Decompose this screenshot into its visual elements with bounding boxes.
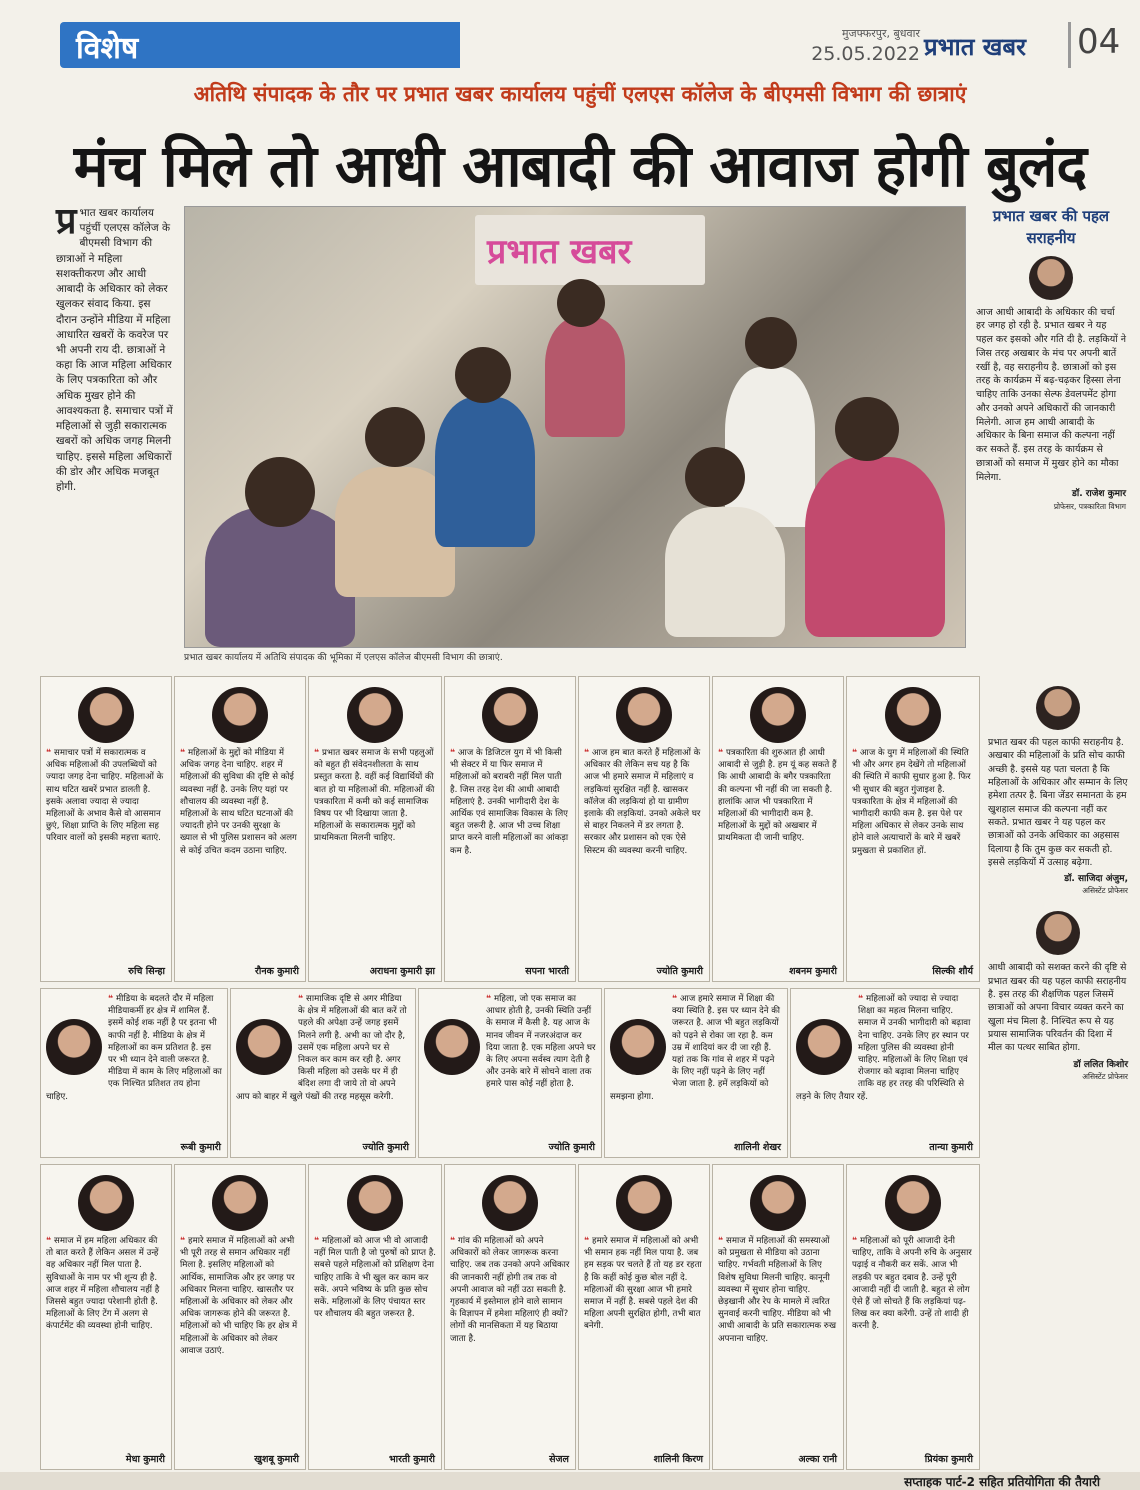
sidebar-signature [976,488,1126,512]
avatar [347,1175,403,1231]
quote-icon: ❝ [852,748,861,758]
sidebar-title: प्रभात खबर की पहल सराहनीय [992,207,1110,247]
opinion-text: गांव की महिलाओं को अपने अधिकारों को लेकर जागरूक करना चाहिए. जब तक उनको अपने अधिकार की जानकारी नहीं होगी तब तक वो अपनी आवाज को नहीं उठा सकती है. गृहकार्य में इस्तेमाल होने वाले सामान के विज्ञापन में हमेशा महिलाएं ही क्यों? लोगों की मानसिकता में यह बिठाया जाता है. [450,1236,570,1344]
avatar [482,1175,538,1231]
opinion-card [444,676,576,982]
signature-name: डॉ. राजेश कुमार [1072,489,1126,500]
opinion-text: आज हमारे समाज में शिक्षा की क्या स्थिति है. इस पर ध्यान देने की जरूरत है. आज भी बहुत लड़कियों को पढ़ने से रोका जा रहा है. कम उम्र में शादियां कर दी जा रही हैं. यहां तक कि गांव से शहर में पढ़ने के लिए नहीं पढ़ने के लिए नहीं भेजा जाता है. हमें लड़कियों को समझना होगा. [610,994,781,1102]
opinion-text: पत्रकारिता की शुरुआत ही आधी आबादी से जुड़ी है. हम यूं कह सकते हैं कि आधी आबादी के बगैर पत्रकारिता की कल्पना भी नहीं की जा सकती है. हालांकि आज भी पत्रकारिता में महिलाओं की भागीदारी कम है. महिलाओं के मुद्दों को अखबार में प्राथमिकता दी जानी चाहिए. [718,748,837,844]
author-name: मेधा कुमारी [125,1453,165,1465]
headline: मंच मिले तो आधी आबादी की आवाज होगी बुलंद [73,132,1087,200]
comment-body: प्रभात खबर की पहल काफी सराहनीय है. अखबार की महिलाओं के प्रति सोच काफी अच्छी है. इससे यह पता चलता है कि महिलाओं के अधिकार और सम्मान के लिए हमेशा तत्पर है. बिना जेंडर समानता के हम खुशहाल समाज की कल्पना नहीं कर सकते. प्रभात खबर ने यह पहल कर छात्राओं को उनके अधिकार का अहसास दिलाया है कि तुम कुछ कर सकती हो. इससे लड़कियों में उत्साह बढ़ेगा. [988,737,1128,869]
photo-figure [745,317,797,369]
quote-icon: ❝ [718,1236,727,1246]
quote-icon: ❝ [298,994,307,1004]
opinion-text: सामाजिक दृष्टि से अगर मीडिया के क्षेत्र में महिलाओं की बात करें तो पहले की अपेक्षा उन्हें जगह इसमें मिलने लगी है. अभी का जो दौर है, उसमें एक महिला अपने घर से निकल कर काम कर रही है. अगर किसी महिला को उसके घर में ही बंदिश लगा दी जाये तो वो अपने आप को बाहर में खुले पंखों की तरह महसूस करेगी. [236,994,407,1102]
author-name: रौनक कुमारी [254,965,299,977]
avatar [616,1175,672,1231]
avatar [750,687,806,743]
quote-icon: ❝ [180,748,189,758]
avatar [616,687,672,743]
author-name: भारती कुमारी [389,1453,435,1465]
intro-body: भात खबर कार्यालय पहुंचीं एलएस कॉलेज के बीएमसी विभाग की छात्राओं ने महिला सशक्तीकरण और आधी आबादी के अधिकार को लेकर खुलकर संवाद किया. इस दौरान उन्होंने मीडिया में महिला आधारित खबरों के कवरेज पर भी अपनी राय दी. छात्राओं ने कहा कि आज महिला अधिकार के लिए पत्रकारिता को और अधिक मुखर होने की आवश्यकता है. समाचार पत्रों में महिलाओं से जुड़ी सकारात्मक खबरों को अधिक जगह मिलनी चाहिए. इससे महिला अधिकारों की डोर और अधिक मजबूत होगी. [56,207,173,493]
author-name: ज्योति कुमारी [548,1141,595,1153]
quote-icon: ❝ [450,748,459,758]
opinion-card [790,988,980,1158]
photo-figure [365,407,425,467]
photo-figure [835,397,899,461]
author-name: अराधना कुमारी झा [369,965,435,977]
avatar [347,687,403,743]
quote-icon: ❝ [46,748,55,758]
photo-figure [435,397,535,547]
author-name: रुचि सिन्हा [128,965,165,977]
avatar [424,1019,480,1075]
author-name: प्रियंका कुमारी [924,1453,973,1465]
avatar [750,1175,806,1231]
photo-caption: प्रभात खबर कार्यालय में अतिथि संपादक की भूमिका में एलएस कॉलेज बीएमसी विभाग की छात्राएं. [184,653,503,663]
photo-figure [557,279,605,327]
sidebar-comment [976,206,1126,666]
bottom-strip-text: सप्ताहक पार्ट-2 सहित प्रतियोगिता की तैयारी [904,1475,1100,1489]
photo-figure [245,457,315,527]
quote-icon: ❝ [858,994,867,1004]
opinion-card [444,1164,576,1470]
opinion-text: समाज में हम महिला अधिकार की तो बात करते हैं लेकिन असल में उन्हें वह अधिकार नहीं मिल पाता है. सुविधाओं के नाम पर भी शून्य ही है. आज शहर में महिला शौचालय नहीं है जिससे बहुत ज्यादा परेशानी होती है. महिलाओं के लिए टेंग में अलग से कंपार्टमेंट की व्यवस्था होनी चाहिए. [46,1236,160,1332]
opinion-card [578,676,710,982]
quote-icon: ❝ [314,1236,323,1246]
photo-wall-text: प्रभात खबर [487,232,632,272]
opinion-card [578,1164,710,1470]
author-name: सिल्की शौर्य [932,965,973,977]
comment-signature [988,1059,1128,1083]
avatar [78,687,134,743]
author-name: शालिनी शेखर [734,1141,781,1153]
signature-name: डॉ ललित किशोर [1073,1059,1128,1070]
photo-figure [545,317,625,437]
avatar [1036,686,1080,730]
page-number: 04 [1068,22,1134,68]
sidebar-body: आज आधी आबादी के अधिकार की चर्चा हर जगह हो रही है. प्रभात खबर ने यह पहल कर इसको और गति दी है. लड़कियों ने जिस तरह अखबार के मंच पर अपनी बातें रखीं है, वह सराहनीय है. छात्राओं को इस तरह के कार्यक्रम में बढ़-चढ़कर हिस्सा लेना चाहिए ताकि उनका सेल्फ डेवलपमेंट होगा और उनको अपने अधिकारों की जानकारी मिलेगी. आज हम आधी आबादी के अधिकार के बिना समाज की कल्पना नहीं कर सकते हैं. इस तरह के कार्यक्रम से छात्राओं को समाज में मुखर होने का मौका मिलेगा. [976,306,1126,483]
quote-icon: ❝ [486,994,495,1004]
opinion-text: महिलाओं को आज भी वो आजादी नहीं मिल पाती है जो पुरुषों को प्राप्त है. सबसे पहले महिलाओं को प्रशिक्षण देना चाहिए ताकि वे भी खुल कर काम कर सकें. अपने भविष्य के प्रति कुछ सोच सकें. महिलाओं के लिए पंचायत स्तर पर शौचालय की बहुत जरूरत है. [314,1236,436,1320]
quote-icon: ❝ [718,748,727,758]
right-comments [988,680,1128,1083]
opinion-text: महिलाओं को पूरी आजादी देनी चाहिए, ताकि वे अपनी रुचि के अनुसार पढ़ाई व नौकरी कर सकें. आज भी लड़की पर बहुत दबाव है. उन्हें पूरी आजादी नहीं दी जाती है. बहुत से लोग ऐसे हैं जो सोचते हैं कि लड़कियां पढ़-लिख कर क्या करेंगी. उन्हें तो शादी ही करनी है. [852,1236,972,1332]
opinion-card [712,676,844,982]
avatar [885,1175,941,1231]
author-name: ज्योति कुमारी [656,965,703,977]
section-banner [60,22,460,68]
photo-figure [685,447,745,507]
avatar [212,1175,268,1231]
avatar [1036,911,1080,955]
author-name: शालिनी किरण [653,1453,703,1465]
photo-wall-banner [475,215,705,285]
city-day: मुजफ्फरपुर, बुधवार [841,27,920,40]
photo-figure [725,367,815,527]
author-name: शबनम कुमारी [789,965,837,977]
author-name: अल्का रानी [798,1453,837,1465]
opinion-text: महिलाओं को ज्यादा से ज्यादा शिक्षा का महत्व मिलना चाहिए. समाज में उनकी भागीदारी को बढ़ावा देना चाहिए. उनके लिए हर स्थान पर महिला पुलिस की व्यवस्था होनी चाहिए. महिलाओं के लिए शिक्षा एवं रोजगार को बढ़ावा मिलना चाहिए ताकि वह हर तरह की परिस्थिति से लड़ने के लिए तैयार रहें. [796,994,971,1102]
bottom-strip [0,1472,1140,1490]
opinion-text: आज के डिजिटल युग में भी किसी भी सेक्टर में या फिर समाज में महिलाओं को बराबरी नहीं मिल पाती है. जिस तरह देश की आधी आबादी महिलाएं है. उनकी भागीदारी देश के आर्थिक एवं सामाजिक विकास के लिए बहुत जरूरी है. आज भी उच्च शिक्षा प्राप्त करने वाली महिलाओं का आंकड़ा कम है. [450,748,569,856]
opinion-card [846,1164,980,1470]
avatar [46,1019,102,1075]
opinion-card [174,1164,306,1470]
quote-icon: ❝ [584,748,593,758]
photo-figure [205,507,355,647]
opinion-card [308,1164,442,1470]
signature-role: असिस्टेंट प्रोफेसर [1082,1071,1128,1081]
opinion-card [40,988,228,1158]
quote-icon: ❝ [672,994,681,1004]
opinion-text: आज के युग में महिलाओं की स्थिति भी और अगर हम देखेंगे तो महिलाओं की स्थिति में काफी सुधार हुआ है. फिर भी सुधार की बहुत गुंजाइश है. पत्रकारिता के क्षेत्र में महिलाओं की भागीदारी काफी कम है. इस पेशे पर महिला अधिकार से लेकर उनके साथ होने वाले अत्याचारों के बारे में खबरें प्रमुखता से प्रकाशित हों. [852,748,971,856]
signature-role: प्रोफेसर, पत्रकारिता विभाग [1053,501,1126,511]
opinion-card [40,1164,172,1470]
author-name: ज्योति कुमारी [362,1141,409,1153]
opinion-text: समाज में महिलाओं की समस्याओं को प्रमुखता से मीडिया को उठाना चाहिए. गर्भवती महिलाओं के लिए विशेष सुविधा मिलनी चाहिए. कानूनी व्यवस्था में सुधार होना चाहिए. छेड़खानी और रेप के मामले में त्वरित सुनवाई करनी चाहिए. मीडिया को भी आधी आबादी के प्रति सकारात्मक रुख अपनाना चाहिए. [718,1236,836,1344]
signature-name: डॉ. साजिदा अंजुम, [1064,874,1128,885]
comment-signature [988,873,1128,897]
section-label: विशेष [76,31,139,66]
comment-body: आधी आबादी को सशक्त करने की दृष्टि से प्रभात खबर की यह पहल काफी सराहनीय है. इस तरह की शैक्षणिक पहल जिसमें छात्राओं को अपना विचार व्यक्त करने का खुला मंच मिला है. निश्चित रूप से यह प्रयास सामाजिक परिवर्तन की दिशा में मील का पत्थर साबित होगा. [988,962,1127,1054]
quote-icon: ❝ [46,1236,55,1246]
opinion-card [174,676,306,982]
opinion-card [308,676,442,982]
quote-icon: ❝ [852,1236,861,1246]
opinion-text: समाचार पत्रों में सकारात्मक व अधिक महिलाओं की उपलब्धियों को ज्यादा जगह देना चाहिए. महिलाओं के साथ घटित खबरें प्रभात डालती है. इसके अलावा ज्यादा से ज्यादा महिलाओं के अभाव कैसे वो आसमान छुएं, शिक्षा प्राप्ति के लिए महिला सह परिवार वालों को इसकी महत्ता बताएं. [46,748,164,844]
photo-figure [805,457,945,637]
opinion-card [712,1164,844,1470]
author-name: तान्या कुमारी [929,1141,973,1153]
avatar [78,1175,134,1231]
avatar [1029,256,1073,300]
opinion-text: हमारे समाज में महिलाओं को अभी भी समान हक नहीं मिल पाया है. जब हम सड़क पर चलते हैं तो यह डर रहता है कि कहीं कोई कुछ बोल नहीं दे. महिलाओं की सुरक्षा आज भी हमारे समाज में नहीं है. सबसे पहले देश की महिला अपनी सुरक्षित होगी, तभी बात बनेगी. [584,1236,702,1332]
opinion-text: मीडिया के बदलते दौर में महिला मीडियाकर्मी हर क्षेत्र में शामिल हैं. इसमें कोई शक नहीं है पर इतना भी काफी नहीं है. मीडिया के क्षेत्र में महिलाओं का कम प्रतिशत है. इस पर भी ध्यान देने वाली जरूरत है. मीडिया में काम के लिए महिलाओं का एक निश्चित प्रतिशत तय होना चाहिए. [46,994,222,1102]
opinion-card [230,988,416,1158]
opinion-text: महिलाओं के मुद्दों को मीडिया में अधिक जगह देना चाहिए. शहर में महिलाओं की सुविधा की दृष्टि से कोई व्यवस्था नहीं है. उनके लिए यहां पर शौचालय की व्यवस्था नहीं है. महिलाओं के साथ घटित घटनाओं की ज्यादती होने पर उनकी सुरक्षा के ख्याल से भी पुलिस प्रशासन को अलग से कोई उचित कदम उठाना चाहिए. [180,748,297,856]
quote-icon: ❝ [450,1236,459,1246]
author-name: रूबी कुमारी [180,1141,221,1153]
author-name: सपना भारती [525,965,569,977]
opinion-card [846,676,980,982]
opinion-card [40,676,172,982]
photo-figure [455,347,511,403]
issue-date: 25.05.2022 [811,43,920,65]
opinion-card [604,988,788,1158]
avatar [236,1019,292,1075]
intro-text [56,201,174,666]
kicker: अतिथि संपादक के तौर पर प्रभात खबर कार्यालय पहुंचीं एलएस कॉलेज के बीएमसी विभाग की छात्राएं [193,82,967,106]
avatar [212,687,268,743]
opinion-text: प्रभात खबर समाज के सभी पहलुओं को बहुत ही संवेदनशीलता के साथ प्रस्तुत करता है. वहीं कई विद्यार्थियों की बात हो या महिलाओं की. महिलाओं की पत्रकारिता में कमी को कई सामाजिक विषय पर भी दिखाया जाता है. महिलाओं के सकारात्मक मुद्दों को प्राथमिकता मिलनी चाहिए. [314,748,435,844]
opinion-text: हमारे समाज में महिलाओं को अभी भी पूरी तरह से समान अधिकार नहीं मिला है. इसलिए महिलाओं को आर्थिक, सामाजिक और हर जगह पर अधिकार मिलना चाहिए. खासतौर पर महिलाओं के अधिकार को लेकर और अधिक जागरूक होने की जरूरत है. महिलाओं को भी चाहिए कि हर क्षेत्र में महिलाओं के अधिकार को लेकर आवाज उठाएं. [180,1236,298,1356]
photo-figure [665,507,785,637]
author-name: सेजल [549,1453,569,1465]
opinion-text: महिला, जो एक समाज का आधार होती है, उनकी स्थिति उन्हीं के समाज में कैसी है. यह आज के मानव जीवन में नजरअंदाज कर दिया जाता है. एक महिला अपने घर के लिए अपना सर्वस्व त्याग देती है और उनके बारे में सोचने वाला तक हमारे पास कोई नहीं होता है. [486,994,596,1090]
avatar [482,687,538,743]
opinion-card [418,988,602,1158]
author-name: खुशबू कुमारी [254,1453,299,1465]
avatar [796,1019,852,1075]
group-photo [184,206,966,648]
quote-icon: ❝ [584,1236,593,1246]
signature-role: असिस्टेंट प्रोफेसर [1082,886,1128,896]
avatar [885,687,941,743]
opinion-text: आज हम बात करते हैं महिलाओं के अधिकार की लेकिन सच यह है कि आज भी हमारे समाज में महिलाएं व लड़कियां सुरक्षित नहीं है. खासकर कॉलेज की लड़कियां हो या ग्रामीण इलाके की लड़कियां. उनको अकेले घर से बाहर निकलने में डर लगता है. सरकार और प्रशासन को एक ऐसे सिस्टम की व्यवस्था करनी चाहिए. [584,748,701,856]
avatar [610,1019,666,1075]
dateline [800,26,920,65]
quote-icon: ❝ [108,994,117,1004]
quote-icon: ❝ [314,748,323,758]
drop-cap: प्र [56,201,77,242]
newspaper-logo: प्रभात खबर [924,33,1026,61]
quote-icon: ❝ [180,1236,189,1246]
